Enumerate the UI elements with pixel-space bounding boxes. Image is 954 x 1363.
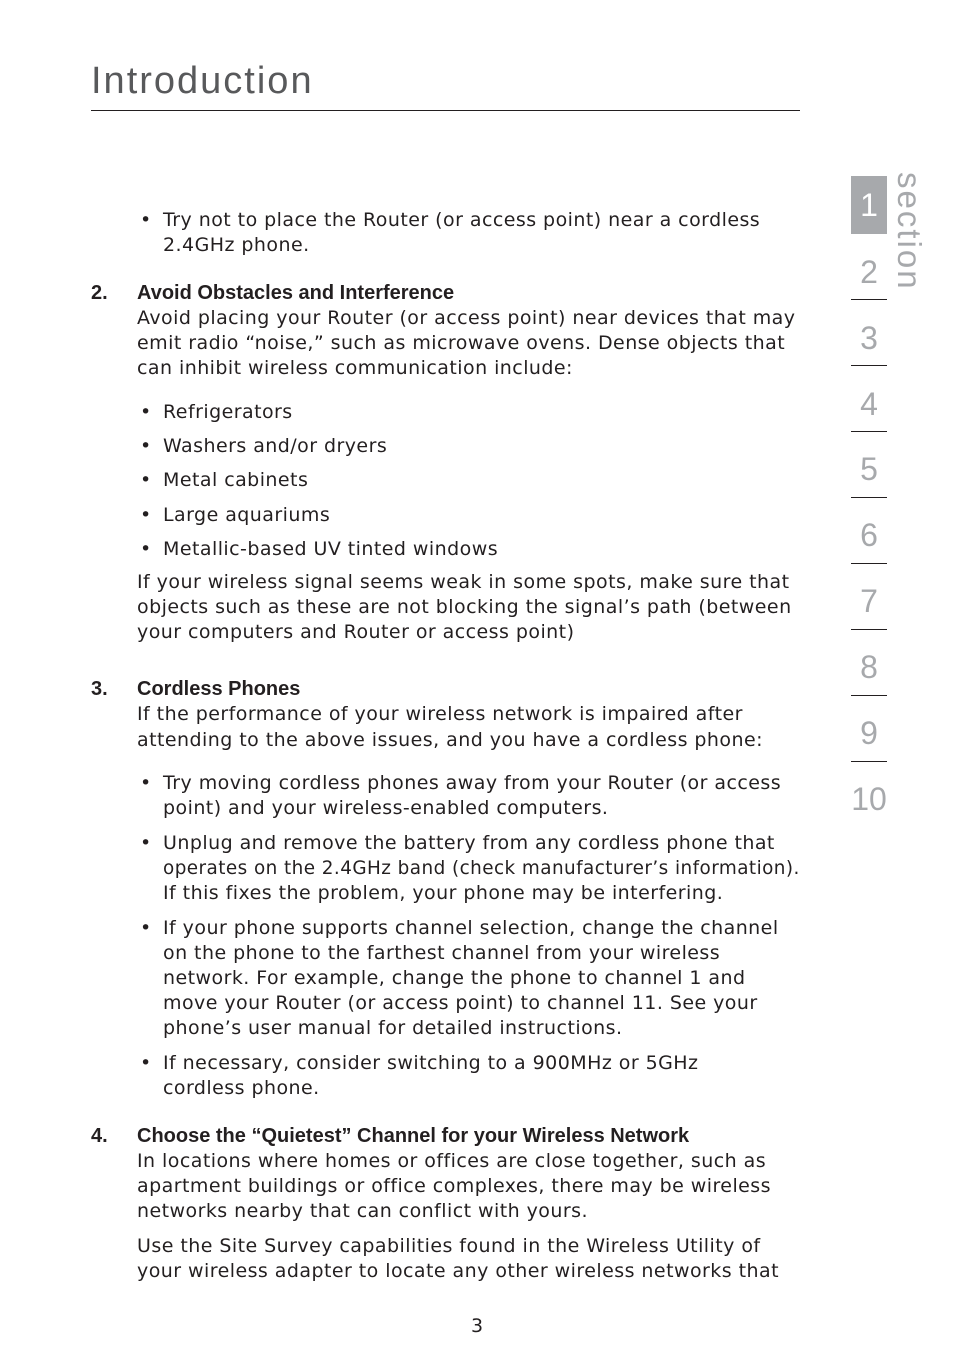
intro-bullet-line-1: Try not to place the Router (or access point) near a cordless xyxy=(163,209,761,231)
paragraph-line: networks nearby that can conflict with yours. xyxy=(137,1200,588,1222)
list-item: Metal cabinets xyxy=(163,469,309,491)
item-heading: Avoid Obstacles and Interference xyxy=(137,282,455,304)
list-item-line: network. For example, change the phone to channel 1 and xyxy=(163,967,746,989)
section-tab-8[interactable]: 8 xyxy=(860,649,878,685)
bullet-symbol: • xyxy=(140,401,152,423)
paragraph-line: Avoid placing your Router (or access point) near devices that may xyxy=(137,307,796,329)
page-number: 3 xyxy=(470,1315,484,1337)
list-item-line: If necessary, consider switching to a 900MHz or 5GHz xyxy=(163,1052,699,1074)
bullet-symbol: • xyxy=(140,469,152,491)
section-label xyxy=(880,172,950,292)
list-item-line: If your phone supports channel selection, change the channel xyxy=(163,917,779,939)
paragraph-line: If your wireless signal seems weak in some spots, make sure that xyxy=(137,571,790,593)
bullet-symbol: • xyxy=(140,504,152,526)
paragraph-line: In locations where homes or offices are close together, such as xyxy=(137,1150,767,1172)
list-item-line: on the phone to the farthest channel from your wireless xyxy=(163,942,721,964)
bullet-symbol: • xyxy=(140,772,152,794)
bullet-symbol: • xyxy=(140,209,152,231)
paragraph-line: attending to the above issues, and you have a cordless phone: xyxy=(137,729,763,751)
section-tab-6[interactable]: 6 xyxy=(860,517,878,553)
item-number: 4. xyxy=(91,1125,108,1147)
list-item: Washers and/or dryers xyxy=(163,435,388,457)
paragraph-line: Use the Site Survey capabilities found in the Wireless Utility of xyxy=(137,1235,761,1257)
list-item: Metallic-based UV tinted windows xyxy=(163,538,499,560)
paragraph-line: your computers and Router or access point) xyxy=(137,621,575,643)
paragraph-line: your wireless adapter to locate any other wireless networks that xyxy=(137,1260,779,1282)
item-number: 2. xyxy=(91,282,108,304)
bullet-symbol: • xyxy=(140,435,152,457)
list-item-line: Unplug and remove the battery from any cordless phone that xyxy=(163,832,775,854)
bullet-symbol: • xyxy=(140,1052,152,1074)
list-item-line: operates on the 2.4GHz band (check manufacturer’s information). xyxy=(163,857,800,879)
list-item-line: cordless phone. xyxy=(163,1077,320,1099)
list-item-line: Try moving cordless phones away from your Router (or access xyxy=(163,772,782,794)
section-tab-3[interactable]: 3 xyxy=(860,320,878,356)
section-tab-1[interactable]: 1 xyxy=(851,176,887,234)
section-tab-9[interactable]: 9 xyxy=(860,715,878,751)
list-item: Refrigerators xyxy=(163,401,293,423)
section-tab-10[interactable]: 10 xyxy=(851,781,887,817)
paragraph-line: If the performance of your wireless network is impaired after xyxy=(137,703,743,725)
item-number: 3. xyxy=(91,678,108,700)
list-item-line: point) and your wireless-enabled computers. xyxy=(163,797,609,819)
page-title: Introduction xyxy=(91,60,314,102)
paragraph-line: objects such as these are not blocking the signal’s path (between xyxy=(137,596,792,618)
section-tab-2[interactable]: 2 xyxy=(860,254,878,290)
intro-bullet-line-2: 2.4GHz phone. xyxy=(163,234,310,256)
paragraph-line: can inhibit wireless communication include: xyxy=(137,357,573,379)
paragraph-line: apartment buildings or office complexes, there may be wireless xyxy=(137,1175,772,1197)
section-tab-5[interactable]: 5 xyxy=(860,451,878,487)
title-divider xyxy=(91,110,800,111)
item-heading: Cordless Phones xyxy=(137,678,301,700)
bullet-symbol: • xyxy=(140,917,152,939)
paragraph-line: emit radio “noise,” such as microwave ovens. Dense objects that xyxy=(137,332,786,354)
list-item-line: phone’s user manual for detailed instructions. xyxy=(163,1017,623,1039)
list-item: Large aquariums xyxy=(163,504,331,526)
item-heading: Choose the “Quietest” Channel for your Wireless Network xyxy=(137,1125,690,1147)
bullet-symbol: • xyxy=(140,832,152,854)
section-label-text: section xyxy=(891,172,928,291)
list-item-line: If this fixes the problem, your phone may be interfering. xyxy=(163,882,724,904)
section-tab-7[interactable]: 7 xyxy=(860,583,878,619)
bullet-symbol: • xyxy=(140,538,152,560)
section-tab-4[interactable]: 4 xyxy=(860,386,878,422)
list-item-line: move your Router (or access point) to channel 11. See your xyxy=(163,992,758,1014)
